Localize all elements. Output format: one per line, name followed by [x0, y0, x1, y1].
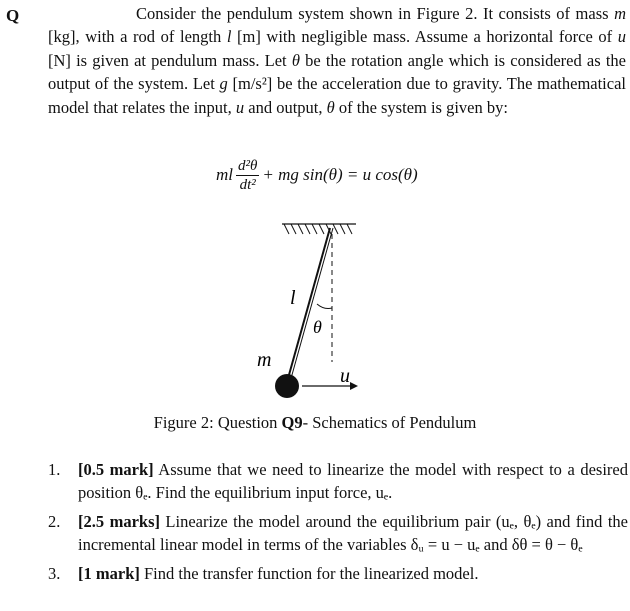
var-theta: θ: [291, 50, 300, 70]
item-number: 1.: [48, 460, 61, 479]
var-theta-2: θ: [326, 97, 335, 117]
problem-text-2: [kg], with a rod of length: [48, 27, 227, 47]
item-text: Linearize the model around the equilibrium pair (uₑ, θₑ) and find the incremental linear model in terms of the variables δᵤ = u − uₑ and δθ = θ − θₑ: [78, 512, 628, 554]
problem-text-8: of the system is given by:: [334, 97, 508, 117]
item-mark: [2.5 marks]: [78, 512, 160, 531]
question-item-1: [48, 458, 628, 504]
problem-text-4: [N] is given at pendulum mass. Let: [48, 50, 292, 70]
question-label: Q: [6, 6, 20, 25]
problem-text-6: [m/s²] be the acceleration due to gravity. The mathematical model that relates the input,: [48, 74, 626, 117]
label-m: m: [257, 349, 272, 371]
item-mark: [1 mark]: [78, 564, 140, 583]
problem-text-3: [m] with negligible mass. Assume a horizontal force of: [231, 27, 618, 47]
force-arrow-head: [350, 382, 358, 390]
ceiling-hatch: [282, 224, 356, 234]
item-number: 2.: [48, 512, 61, 531]
pendulum-figure: [200, 220, 400, 410]
caption-suffix: - Schematics of Pendulum: [302, 413, 477, 432]
model-equation: [216, 150, 418, 200]
var-u-2: u: [235, 97, 245, 117]
label-theta: θ: [313, 317, 322, 337]
pendulum-rod-edge: [290, 228, 333, 382]
item-text: Find the transfer function for the linearized model.: [139, 564, 479, 583]
item-number: 3.: [48, 564, 61, 583]
equation-fraction-denominator: dt²: [239, 176, 256, 193]
item-body: [78, 458, 628, 504]
problem-text-7: and output,: [244, 97, 327, 117]
pendulum-mass: [275, 374, 299, 398]
var-m: m: [614, 4, 626, 23]
item-text: Assume that we need to linearize the model with respect to a desired position θₑ. Find the equilibrium input force, uₑ.: [78, 460, 628, 502]
equation-rest: + mg sin(θ) = u cos(θ): [262, 165, 418, 184]
label-l: l: [290, 287, 296, 309]
label-u: u: [340, 365, 350, 387]
caption-bold: Q9: [281, 413, 303, 432]
item-body: [78, 562, 628, 585]
question-item-3: [48, 562, 628, 585]
figure-caption: [0, 413, 630, 433]
question-items: [48, 458, 628, 591]
var-u: u: [617, 27, 626, 47]
equation-fraction: [236, 157, 259, 194]
question-item-2: [48, 510, 628, 556]
angle-arc: [317, 304, 332, 309]
problem-text-5: be the rotation angle which is considered as the output of the system. Let: [48, 50, 626, 94]
var-l: l: [226, 27, 232, 47]
item-mark: [0.5 mark]: [78, 460, 154, 479]
var-g: g: [219, 74, 228, 94]
problem-text-1: Consider the pendulum system shown in Figure 2. It consists of mass: [136, 4, 615, 23]
caption-prefix: Figure 2: Question: [153, 413, 282, 432]
item-body: [78, 510, 628, 556]
problem-statement: [48, 2, 626, 119]
equation-lhs-prefix: ml: [216, 165, 233, 184]
equation-fraction-numerator: d²θ: [238, 157, 258, 174]
